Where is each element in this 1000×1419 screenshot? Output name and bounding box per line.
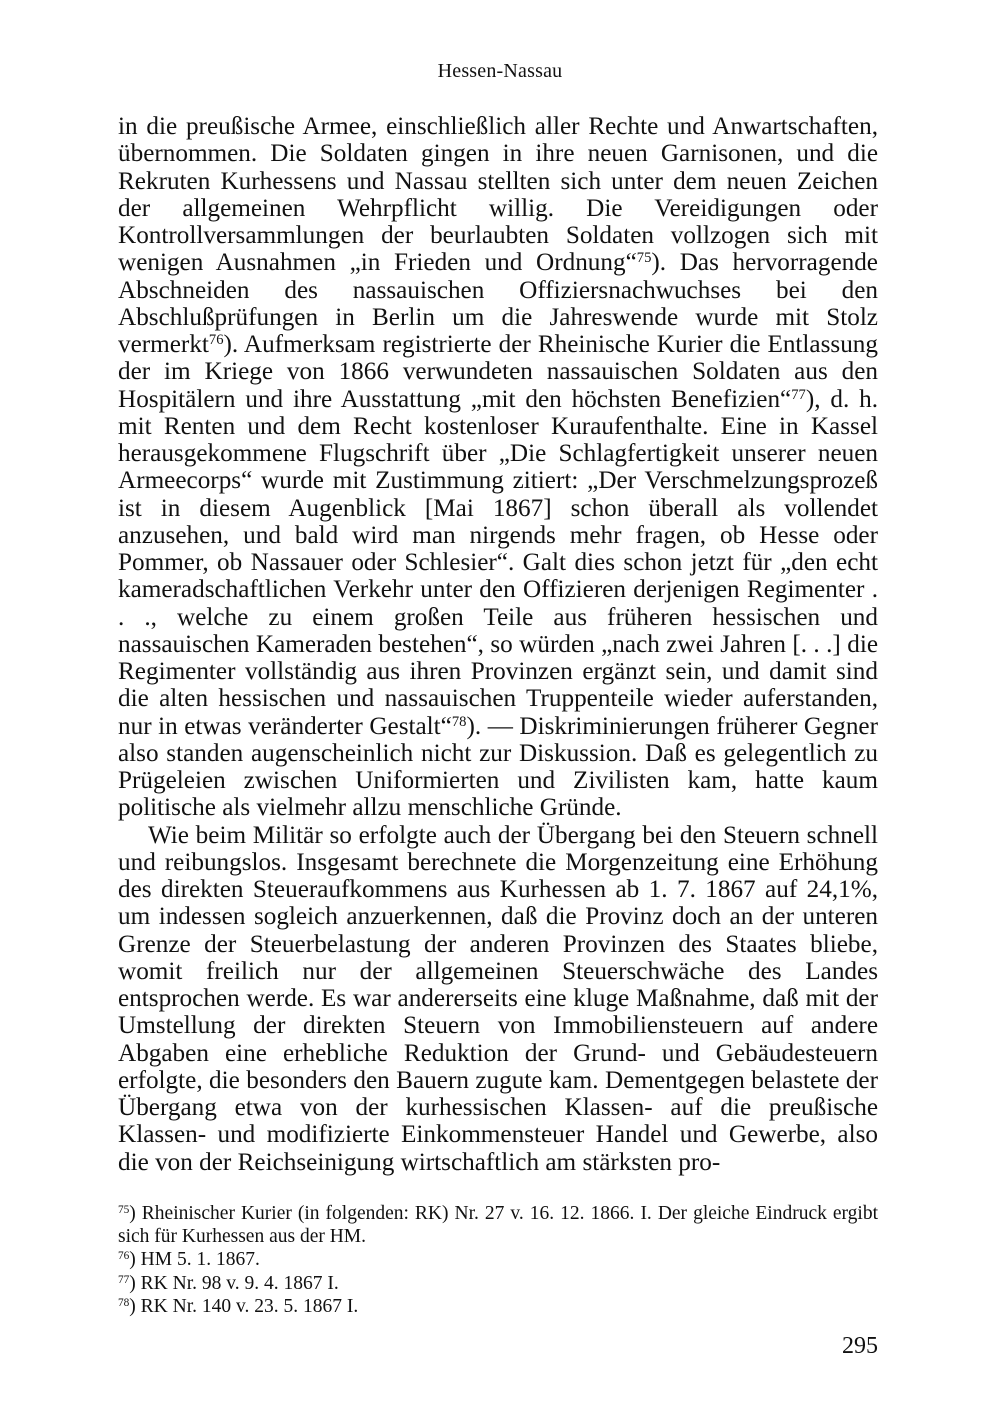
- footnote: [118, 1295, 878, 1318]
- main-text: [118, 113, 878, 1176]
- footnote-text: ) RK Nr. 98 v. 9. 4. 1867 I.: [129, 1272, 339, 1294]
- footnote-number: 78: [118, 1296, 130, 1309]
- footnote-text: ) Rheinischer Kurier (in folgenden: RK) Nr. 27 v. 16. 12. 1866. I. Der gleiche Eindruck ergibt sich für Kurhessen aus der HM.: [118, 1203, 878, 1248]
- footnote-reference: 78: [451, 713, 467, 730]
- footnote: [118, 1248, 878, 1271]
- footnote-number: 77: [118, 1273, 130, 1286]
- footnote-text: ) RK Nr. 140 v. 23. 5. 1867 I.: [129, 1295, 359, 1317]
- footnote-reference: 75: [636, 250, 652, 267]
- footnote: [118, 1202, 878, 1248]
- footnote-reference: 77: [791, 386, 806, 403]
- text-run: ), d. h. mit Renten und dem Recht kostenloser Kuraufenthalte. Eine in Kassel herausgekommene Flugschrift über „Die Schlagfertigkeit unserer neuen Armeecorps“ wurde mit Zustimmung zitiert: „Der Verschmelzungsprozeß ist in diesem Augenblick [Mai 1867] schon überall als vollendet anzusehen, und bald wird man nirgends mehr fragen, ob Hesse oder Pommer, ob Nassauer oder Schlesier“. Galt dies schon jetzt für „den echt kameradschaftlichen Verkehr unter den Offizieren derjenigen Regimenter . . ., welche zu einem großen Teile aus früheren hessischen und nassauischen Kameraden bestehen“, so würden „nach zwei Jahren [. . .] die Regimenter vollständig aus ihren Provinzen ergänzt sein, und damit sind die alten hessischen und nassauischen Truppenteile wieder auferstanden, nur in etwas veränderter Gestalt“: [118, 385, 878, 740]
- body-paragraph: [118, 822, 878, 1176]
- running-header: Hessen-Nassau: [437, 60, 563, 82]
- page-number: 295: [842, 1333, 878, 1359]
- body-paragraph: [118, 113, 878, 822]
- footnote-text: ) HM 5. 1. 1867.: [129, 1249, 260, 1271]
- text-run: ). Das hervorragende Abschneiden des nassauischen Offiziersnachwuchses bei den Abschlußprüfungen in Berlin um die Jahreswende wurde mit Stolz vermerkt: [118, 249, 878, 358]
- text-run: ). — Diskriminierungen früherer Gegner also standen augenscheinlich nicht zur Diskussion. Daß es gelegentlich zu Prügeleien zwischen Uniformierten und Zivilisten kam, hatte kaum politische als vielmehr allzu menschliche Gründe.: [118, 712, 878, 822]
- footnote-number: 75: [118, 1203, 130, 1216]
- footnote-reference: 76: [208, 331, 224, 348]
- footnote: [118, 1272, 878, 1295]
- footnote-number: 76: [118, 1250, 130, 1263]
- text-run: Wie beim Militär so erfolgte auch der Übergang bei den Steuern schnell und reibungslos. Insgesamt berechnete die Morgenzeitung eine Erhöhung des direkten Steueraufkommens aus Kurhessen ab 1. 7. 1867 auf 24,1%, um indessen sogleich anzuerkennen, daß die Provinz doch an der unteren Grenze der Steuerbelastung der anderen Provinzen des Staates bliebe, womit freilich nur der allgemeinen Steuerschwäche des Landes entsprochen werde. Es war andererseits eine kluge Maßnahme, daß mit der Umstellung der direkten Steuern von Immobiliensteuern auf andere Abgaben eine erhebliche Reduktion der Grund- und Gebäudesteuern erfolgte, die besonders den Bauern zugute kam. Dementgegen belastete der Übergang etwa von der kurhessischen Klassen- auf die preußische Klassen- und modifizierte Einkommensteuer Handel und Gewerbe, also die von der Reichseinigung wirtschaftlich am stärksten pro-: [118, 821, 878, 1176]
- text-run: ). Aufmerksam registrierte der Rheinische Kurier die Entlassung der im Kriege von 1866 verwundeten nassauischen Soldaten aus den Hospitälern und ihre Ausstattung „mit den höchsten Benefizien“: [118, 331, 878, 413]
- footnotes: [118, 1202, 878, 1318]
- text-run: in die preußische Armee, einschließlich aller Rechte und Anwartschaften, übernommen. Die Soldaten gingen in ihre neuen Garnisonen, und die Rekruten Kurhessens und Nassau stellten sich unter dem neuen Zeichen der allgemeinen Wehrpflicht willig. Die Vereidigungen oder Kontrollversammlungen der beurlaubten Soldaten vollzogen sich mit wenigen Ausnahmen „in Frieden und Ordnung“: [118, 113, 878, 277]
